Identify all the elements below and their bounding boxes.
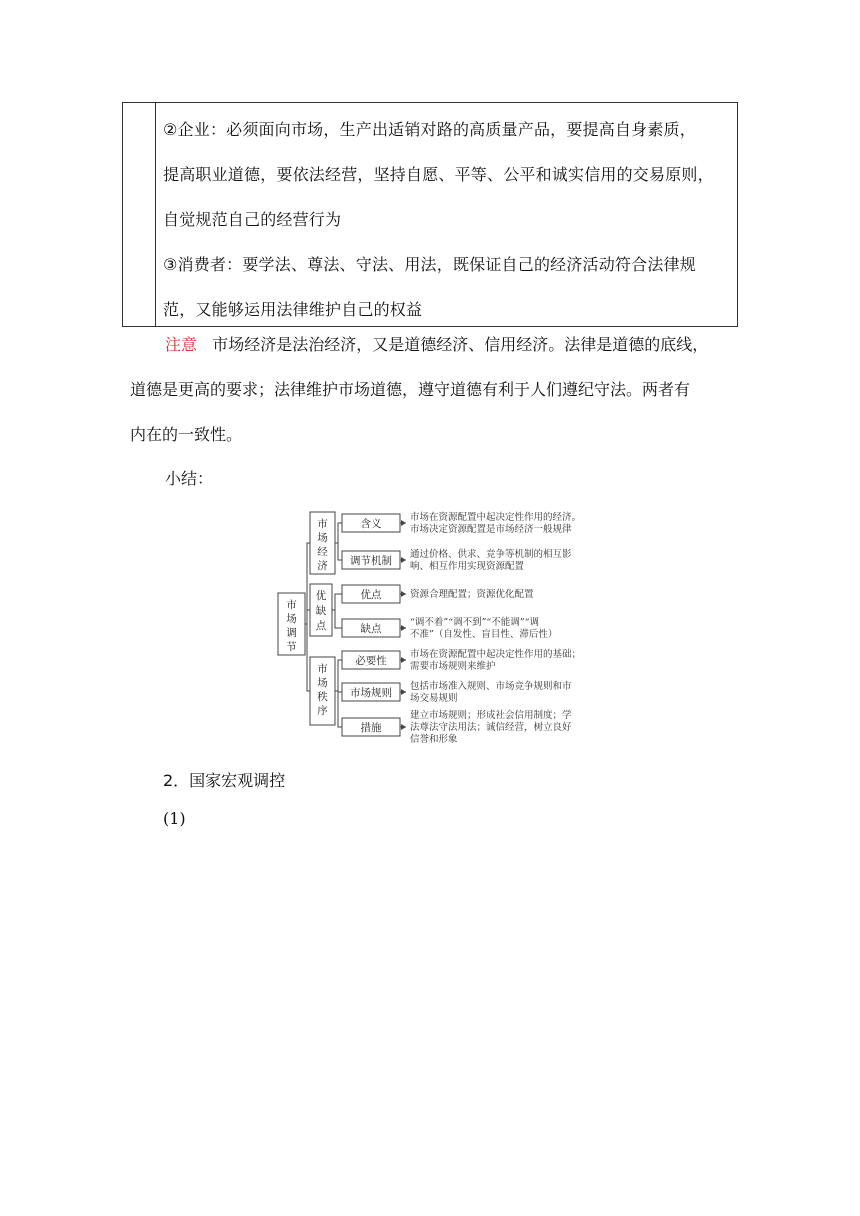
diagram-arrowhead <box>401 520 406 526</box>
diagram-item-desc: 资源合理配置；资源优化配置 <box>410 589 534 600</box>
diagram-connector <box>305 610 310 624</box>
table-column-divider <box>155 103 156 326</box>
diagram-item-desc: 包括市场准入规则、市场竞争规则和市 <box>410 681 572 692</box>
diagram-group-label: 场 <box>317 677 328 689</box>
diagram-arrowhead <box>401 657 406 663</box>
note-paragraph <box>130 322 740 457</box>
diagram-item-desc: 市场在资源配置中起决定性作用的基础； <box>410 649 582 660</box>
diagram-item-label: 市场规则 <box>350 687 392 699</box>
table-cell <box>163 107 731 332</box>
table-line: 自觉规范自己的经营行为 <box>163 210 342 229</box>
table-line: ②企业：必须面向市场，生产出适销对路的高质量产品，要提高自身素质， <box>163 120 696 139</box>
table-line: ③消费者：要学法、尊法、守法、用法，既保证自己的经济活动符合法律规 <box>163 255 696 274</box>
table-line: 提高职业道德，要依法经营，坚持自愿、平等、公平和诚实信用的交易原则， <box>163 165 714 184</box>
diagram-root-label: 节 <box>286 641 297 653</box>
subsection-number: (1) <box>163 809 186 828</box>
diagram-root-label: 市 <box>286 599 297 611</box>
diagram-connector <box>305 624 310 691</box>
table-line: 范，又能够运用法律维护自己的权益 <box>163 300 423 319</box>
diagram-connector <box>335 543 342 560</box>
diagram-item-desc: 信誉和形象 <box>410 734 458 745</box>
note-line: 内在的一致性。 <box>130 425 243 444</box>
diagram-arrowhead <box>401 724 406 730</box>
summary-diagram <box>276 507 626 747</box>
diagram-connector <box>335 523 342 543</box>
diagram-item-label: 必要性 <box>355 655 387 667</box>
diagram-item-desc: “调不着”“调不到”“不能调”“调 <box>410 617 539 628</box>
diagram-item-desc: 不准”（自发性、盲目性、滞后性） <box>410 629 558 640</box>
section-title: 2．国家宏观调控 <box>163 771 286 790</box>
diagram-item-label: 优点 <box>360 589 382 601</box>
diagram-arrowhead <box>401 557 406 563</box>
diagram-connector <box>332 610 342 628</box>
diagram-item-desc: 需要市场规则来维护 <box>410 661 496 672</box>
diagram-connector <box>335 691 342 727</box>
note-line: 道德是更高的要求；法律维护市场道德，遵守道德有利于人们遵纪守法。两者有 <box>130 380 691 399</box>
diagram-canvas <box>276 507 626 747</box>
diagram-group-label: 秩 <box>317 691 328 703</box>
content-table <box>122 102 738 327</box>
diagram-group-label: 缺 <box>315 605 327 617</box>
diagram-item-desc: 市场在资源配置中起决定性作用的经济。 <box>410 512 582 523</box>
diagram-item-desc: 市场决定资源配置是市场经济一般规律 <box>410 524 572 535</box>
diagram-root-label: 场 <box>286 613 297 625</box>
diagram-connector <box>335 660 342 691</box>
note-line: 市场经济是法治经济，又是道德经济、信用经济。法律是道德的底线， <box>212 335 709 354</box>
diagram-arrowhead <box>401 591 406 597</box>
diagram-item-label: 调节机制 <box>350 555 392 567</box>
diagram-item-label: 措施 <box>360 722 382 734</box>
diagram-group-label: 市 <box>317 663 328 675</box>
diagram-group-label: 济 <box>317 560 328 572</box>
note-keyword: 注意 <box>165 335 198 354</box>
diagram-item-desc: 建立市场规则；形成社会信用制度；学 <box>410 710 572 721</box>
diagram-item-label: 含义 <box>360 518 382 530</box>
diagram-item-label: 缺点 <box>360 623 382 635</box>
diagram-connector <box>332 594 342 610</box>
diagram-arrowhead <box>401 625 406 631</box>
diagram-arrowhead <box>401 689 406 695</box>
diagram-group-label: 序 <box>317 705 328 717</box>
diagram-group-label: 经 <box>317 546 328 558</box>
diagram-item-desc: 法尊法守法用法；诚信经营，树立良好 <box>410 722 572 733</box>
diagram-item-desc: 响、相互作用实现资源配置 <box>410 561 525 572</box>
diagram-group-label: 场 <box>317 532 328 544</box>
summary-label: 小结： <box>165 469 214 488</box>
diagram-item-desc: 通过价格、供求、竞争等机制的相互影 <box>410 549 572 560</box>
diagram-group-label: 点 <box>315 620 327 632</box>
diagram-item-desc: 场交易规则 <box>410 693 458 704</box>
diagram-group-label: 市 <box>317 518 328 530</box>
diagram-group-label: 优 <box>315 590 327 602</box>
diagram-root-label: 调 <box>286 627 297 639</box>
